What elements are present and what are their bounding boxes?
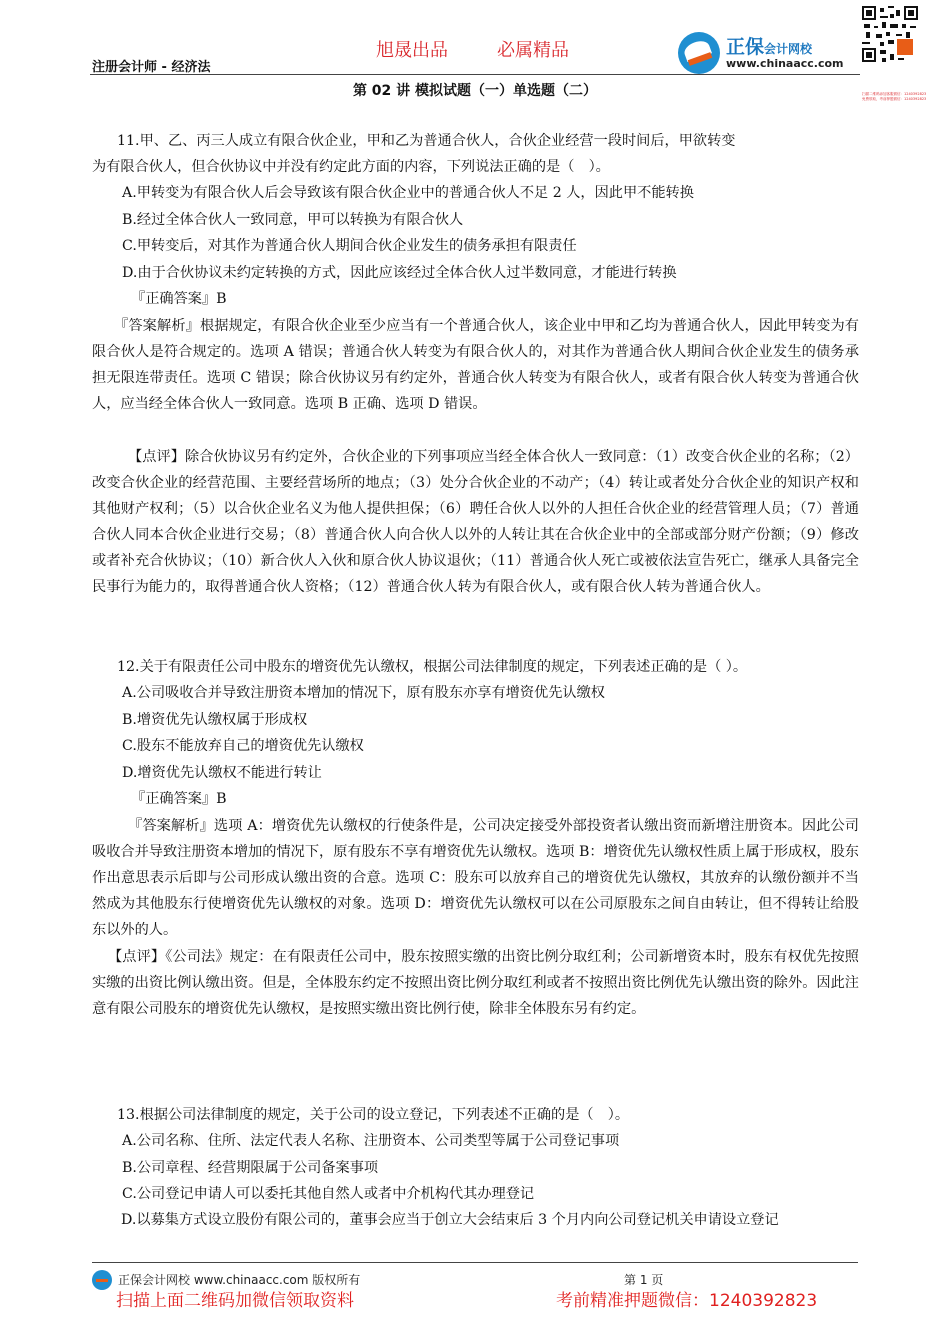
footer-copyright: 正保会计网校 www.chinaacc.com 版权所有 <box>118 1273 361 1287</box>
header-divider <box>90 74 860 75</box>
q13-option-a: A.公司名称、住所、法定代表人名称、注册资本、公司类型等属于公司登记事项 <box>122 1133 620 1149</box>
q11-option-b: B.经过全体合伙人一致同意，甲可以转换为有限合伙人 <box>122 212 464 228</box>
footer-promo-right: 考前精准押题微信：1240392823 <box>556 1291 818 1311</box>
qr-center-badge-icon <box>896 38 914 56</box>
logo-name-main: 正保 <box>726 36 765 58</box>
chinaacc-logo[interactable] <box>678 30 858 74</box>
q13-option-b: B.公司章程、经营期限属于公司备案事项 <box>122 1160 379 1176</box>
q12-analysis: 『答案解析』选项 A：增资优先认缴权的行使条件是，公司决定接受外部投资者认缴出资而新增注册资本。因此公司吸收合并导致注册资本增加的情况下，原有股东不享有增资优先认缴权。选项 B：增资优先认缴权性质上属于形成权，股东作出意思表示后即与公司形成认缴出资的合意。选项 C：股东可以放弃自己的增资优先认缴权，其放弃的认缴份额并不当然成为其他股东行使增资优先认缴权的对象。选项 D：增资优先认缴权可以在公司原股东之间自由转让，但不得转让给股东以外的人。 <box>92 818 859 938</box>
q11-option-c: C.甲转变后，对其作为普通合伙人期间合伙企业发生的债务承担有限责任 <box>122 238 577 254</box>
logo-url: www.chinaacc.com <box>726 57 844 70</box>
q12-stem: 12.关于有限责任公司中股东的增资优先认缴权，根据公司法律制度的规定，下列表述正确的是（ ）。 <box>117 659 748 675</box>
qr-note-line2: 免费领取，考前押题微信：1240392823 <box>862 97 927 101</box>
q11-option-d: D.由于合伙协议未约定转换的方式，因此应该经过全体合伙人过半数同意，才能进行转换 <box>122 265 677 281</box>
q11-answer: 『正确答案』B <box>131 291 227 307</box>
q11-option-a: A.甲转变为有限合伙人后会导致该有限合伙企业中的普通合伙人不足 2 人，因此甲不能转换 <box>122 185 694 201</box>
brand-slogan-right: 必属精品 <box>497 40 569 61</box>
footer-logo-icon <box>92 1270 112 1290</box>
logo-mark-icon <box>678 32 720 74</box>
q11-analysis: 『答案解析』根据规定，有限合伙企业至少应当有一个普通合伙人，该企业中甲和乙均为普通合伙人，因此甲转变为有限合伙人是符合规定的。选项 A 错误；普通合伙人转变为有限合伙人的，对其作为普通合伙人期间合伙企业发生的债务承担无限连带责任。选项 C 错误；除合伙协议另有约定外，普通合伙人转变为有限合伙人，或者有限合伙人转变为普通合伙人，应当经全体合伙人一致同意。选项 B 正确、选项 D 错误。 <box>92 318 859 412</box>
q12-option-b: B.增资优先认缴权属于形成权 <box>122 712 308 728</box>
page-number: 第 1 页 <box>624 1273 664 1287</box>
q12-option-d: D.增资优先认缴权不能进行转让 <box>122 765 322 781</box>
q13-option-d: D.以募集方式设立股份有限公司的，董事会应当于创立大会结束后 3 个月内向公司登记机关申请设立登记 <box>121 1212 779 1228</box>
qr-code-block[interactable] <box>862 6 927 101</box>
q12-option-a: A.公司吸收合并导致注册资本增加的情况下，原有股东亦享有增资优先认缴权 <box>122 685 605 701</box>
q11-comment: 【点评】除合伙协议另有约定外，合伙企业的下列事项应当经全体合伙人一致同意：（1）改变合伙企业的名称；（2）改变合伙企业的经营范围、主要经营场所的地点；（3）处分合伙企业的不动产；（4）转让或者处分合伙企业的知识产权和其他财产权利；（5）以合伙企业名义为他人提供担保；（6）聘任合伙人以外的人担任合伙企业的经营管理人员；（7）普通合伙人同本合伙企业进行交易；（8）普通合伙人向合伙人以外的人转让其在合伙企业中的全部或部分财产份额；（9）修改或者补充合伙协议；（10）新合伙人入伙和原合伙人协议退伙；（11）普通合伙人死亡或被依法宣告死亡，继承人具备完全民事行为能力的，取得普通合伙人资格；（12）普通合伙人转为有限合伙人，或有限合伙人转为普通合伙人。 <box>92 449 859 595</box>
qr-note-line1: 扫描二维码添加客服微信：1240392823 <box>862 92 927 96</box>
lecture-title: 第 02 讲 模拟试题（一）单选题（二） <box>352 83 598 99</box>
q12-answer: 『正确答案』B <box>131 791 227 807</box>
q11-stem-line2: 为有限合伙人，但合伙协议中并没有约定此方面的内容，下列说法正确的是（ ）。 <box>92 159 610 175</box>
course-title: 注册会计师 - 经济法 <box>92 60 211 75</box>
q11-stem-line1: 11.甲、乙、丙三人成立有限合伙企业，甲和乙为普通合伙人，合伙企业经营一段时间后，甲欲转变 <box>117 133 736 149</box>
footer-divider <box>92 1262 858 1263</box>
q13-option-c: C.公司登记申请人可以委托其他自然人或者中介机构代其办理登记 <box>122 1186 535 1202</box>
q12-option-c: C.股东不能放弃自己的增资优先认缴权 <box>122 738 364 754</box>
q12-comment: 【点评】《公司法》规定：在有限责任公司中，股东按照实缴的出资比例分取红利；公司新增资本时，股东有权优先按照实缴的出资比例认缴出资。但是，全体股东约定不按照出资比例分取红利或者不按照出资比例优先认缴出资的除外。因此注意有限公司股东的增资优先认缴权，是按照实缴出资比例行使，除非全体股东另有约定。 <box>92 949 859 1017</box>
footer-promo-left: 扫描上面二维码加微信领取资料 <box>116 1291 354 1311</box>
brand-slogan-left: 旭晟出品 <box>376 40 448 61</box>
logo-name-sub: 会计网校 <box>764 42 813 56</box>
logo-name <box>726 32 812 59</box>
q13-stem: 13.根据公司法律制度的规定，关于公司的设立登记，下列表述不正确的是（ ）。 <box>117 1107 630 1123</box>
